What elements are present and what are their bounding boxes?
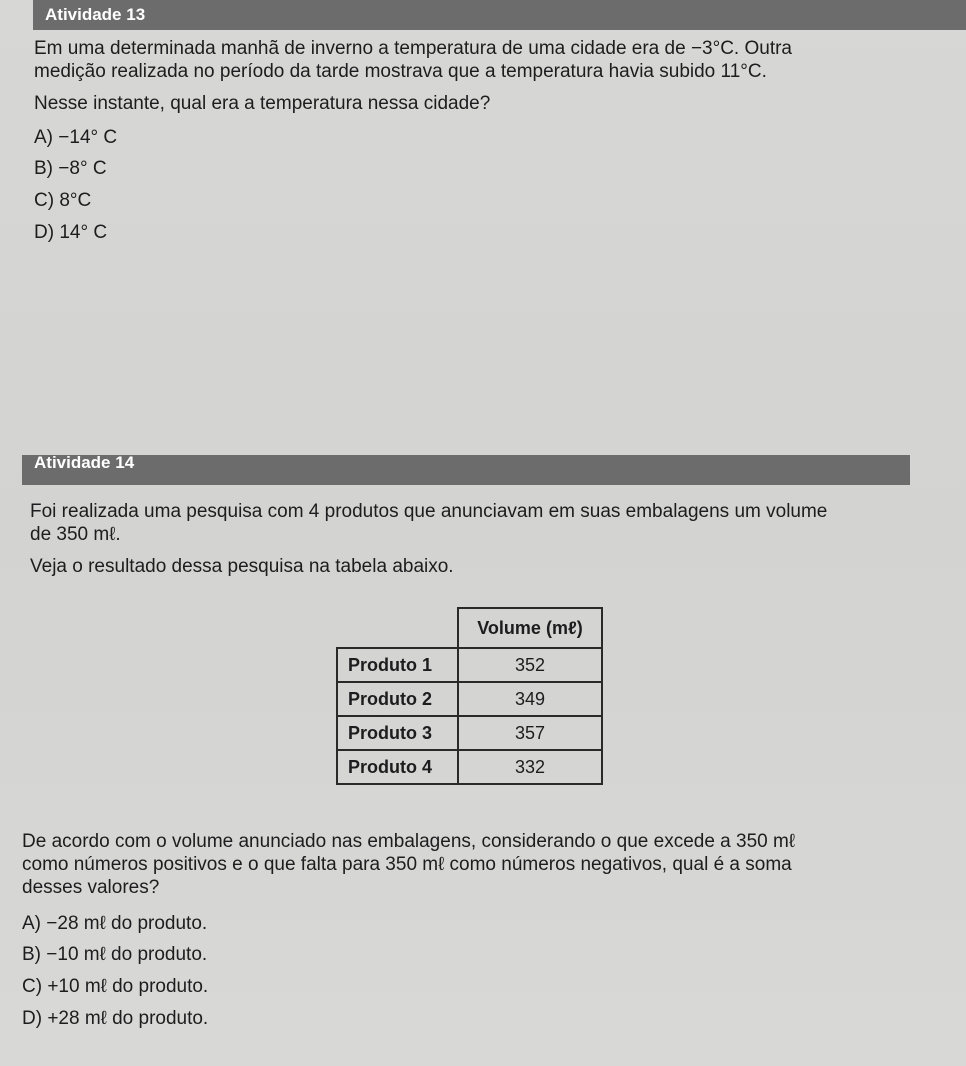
table-row <box>337 648 602 682</box>
activity-13-header: Atividade 13 <box>33 0 966 30</box>
activity-13-option-d: D) 14° C <box>34 222 108 243</box>
volume-table <box>336 607 603 785</box>
activity-13-option-a: A) −14° C <box>34 127 118 148</box>
table-row <box>337 716 602 750</box>
activity-13-question <box>34 37 934 115</box>
intro-line: Veja o resultado dessa pesquisa na tabela abaixo. <box>30 556 454 577</box>
question-line: Nesse instante, qual era a temperatura nessa cidade? <box>34 93 491 114</box>
volume-cell: 357 <box>458 716 602 750</box>
activity-14-option-a: A) −28 mℓ do produto. <box>22 913 208 934</box>
activity-14-question <box>22 830 942 899</box>
table-corner-cell <box>337 608 458 648</box>
activity-13-option-c: C) 8°C <box>34 190 92 211</box>
activity-14-option-b: B) −10 mℓ do produto. <box>22 944 208 965</box>
table-row <box>337 682 602 716</box>
volume-cell: 349 <box>458 682 602 716</box>
volume-cell: 332 <box>458 750 602 784</box>
activity-14-header <box>22 455 910 485</box>
activity-14-title: Atividade 14 <box>34 453 135 472</box>
activity-14-option-d: D) +28 mℓ do produto. <box>22 1008 209 1029</box>
question-line: como números positivos e o que falta para 350 mℓ como números negativos, qual é a soma <box>22 854 792 875</box>
volume-cell: 352 <box>458 648 602 682</box>
intro-line: de 350 mℓ. <box>30 524 121 545</box>
intro-line: Foi realizada uma pesquisa com 4 produtos que anunciavam em suas embalagens um volume <box>30 501 828 522</box>
activity-14-option-c: C) +10 mℓ do produto. <box>22 976 209 997</box>
question-line: desses valores? <box>22 877 160 898</box>
table-header-volume: Volume (mℓ) <box>458 608 602 648</box>
question-line: Em uma determinada manhã de inverno a temperatura de uma cidade era de −3°C. Outra <box>34 38 792 59</box>
product-name-cell: Produto 2 <box>337 682 458 716</box>
product-name-cell: Produto 4 <box>337 750 458 784</box>
table-row <box>337 750 602 784</box>
table-header-row <box>337 608 602 648</box>
question-line: De acordo com o volume anunciado nas embalagens, considerando o que excede a 350 mℓ <box>22 831 795 852</box>
question-line: medição realizada no período da tarde mostrava que a temperatura havia subido 11°C. <box>34 61 767 82</box>
activity-13-option-b: B) −8° C <box>34 158 107 179</box>
activity-14-intro <box>30 500 930 578</box>
product-name-cell: Produto 3 <box>337 716 458 750</box>
product-name-cell: Produto 1 <box>337 648 458 682</box>
